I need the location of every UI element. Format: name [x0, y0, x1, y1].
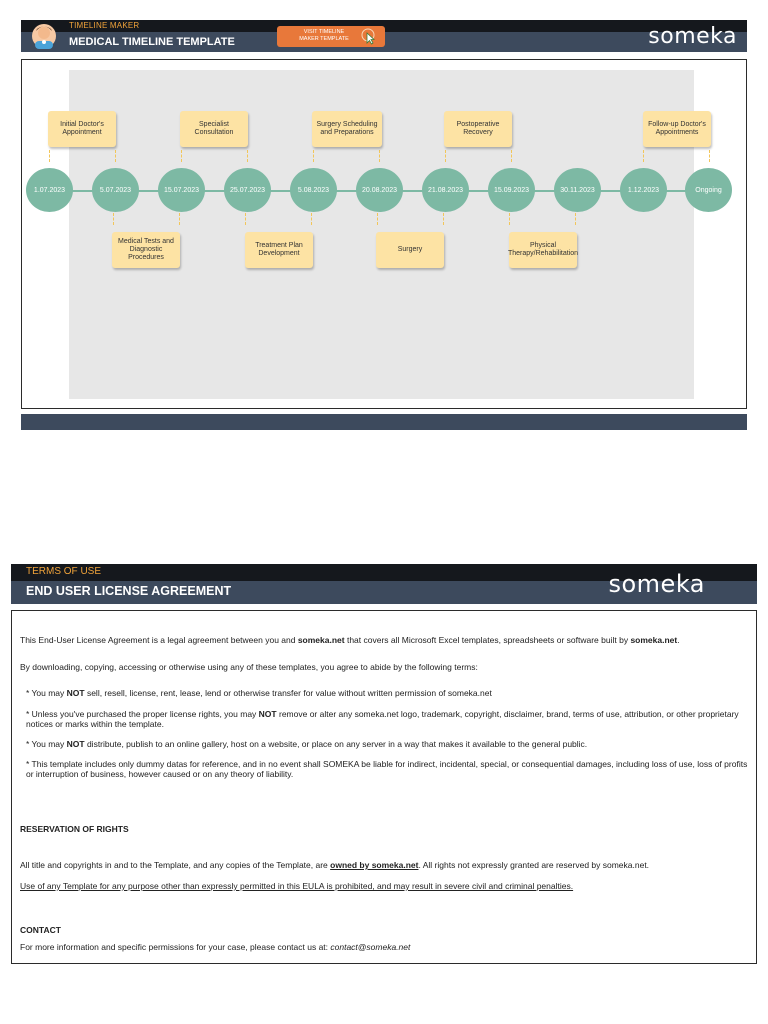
event-label-top: Surgery Scheduling and Preparations	[312, 111, 382, 147]
connector	[509, 213, 510, 225]
date-node: 15.09.2023	[488, 168, 535, 212]
text: distribute, publish to an online gallery, host on a website, or place on any server in a way that makes it available to the general public.	[84, 739, 588, 749]
date-node: Ongoing	[685, 168, 732, 212]
event-label-top: Specialist Consultation	[180, 111, 248, 147]
reservation-heading: RESERVATION OF RIGHTS	[20, 824, 129, 834]
eula-header	[11, 564, 757, 604]
timeline-title: MEDICAL TIMELINE TEMPLATE	[69, 36, 235, 48]
date-node: 5.07.2023	[92, 168, 139, 212]
text: * You may	[26, 739, 67, 749]
connector	[575, 213, 576, 225]
text: remove or alter any someka.net logo, trademark, copyright, disclaimer, brand, terms of use, attribution, or other proprietary notices or marks within the template.	[26, 709, 739, 729]
eula-body	[11, 610, 757, 964]
owned-by-link[interactable]: owned by someka.net	[330, 860, 419, 870]
contact-text	[20, 942, 748, 952]
event-label-top: Initial Doctor's Appointment	[48, 111, 116, 147]
text: sell, resell, license, rent, lease, lend or otherwise transfer for value without written permission of someka.net	[84, 688, 492, 698]
text-bold: someka.net	[630, 635, 678, 645]
date-node: 30.11.2023	[554, 168, 601, 212]
event-label-bottom: Treatment Plan Development	[245, 232, 313, 268]
contact-heading: CONTACT	[20, 925, 61, 935]
prohibited-text: Use of any Template for any purpose other than expressly permitted in this EULA is prohibited, and may result in severe civil and criminal penalties.	[20, 881, 574, 891]
eula-title: END USER LICENSE AGREEMENT	[26, 584, 232, 598]
connector	[511, 150, 512, 162]
text: * You may	[26, 688, 67, 698]
date-node: 20.08.2023	[356, 168, 403, 212]
date-node: 21.08.2023	[422, 168, 469, 212]
eula-kicker: TERMS OF USE	[26, 566, 102, 577]
text: . All rights not expressly granted are reserved by someka.net.	[418, 860, 650, 870]
text-bold: someka.net	[297, 635, 345, 645]
event-label-bottom: Medical Tests and Diagnostic Procedures	[112, 232, 180, 268]
eula-term-2	[26, 709, 748, 729]
date-node: 25.07.2023	[224, 168, 271, 212]
connector	[247, 150, 248, 162]
doctor-avatar-icon	[31, 22, 57, 50]
connector	[179, 213, 180, 225]
click-cursor-icon	[361, 28, 377, 45]
event-label-bottom: Surgery	[376, 232, 444, 268]
connector	[113, 213, 114, 225]
connector	[49, 150, 50, 162]
connector	[377, 213, 378, 225]
timeline-header	[21, 20, 747, 52]
rights-text	[20, 860, 748, 870]
connector	[709, 150, 710, 162]
text: * Unless you've purchased the proper license rights, you may	[26, 709, 259, 719]
event-label-bottom: Physical Therapy/Rehabilitation	[509, 232, 577, 268]
visit-timeline-maker-button[interactable]	[277, 26, 385, 47]
eula-term-3	[26, 739, 748, 749]
event-label-top: Follow-up Doctor's Appointments	[643, 111, 711, 147]
someka-logo: someka	[608, 570, 705, 598]
eula-term-4: * This template includes only dummy datas for reference, and in no event shall SOMEKA be liable for indirect, incidental, special, or consequential damages, including loss of use, loss of profits or interruption of business, however caused or on any theory of liability.	[26, 759, 748, 779]
text: that covers all Microsoft Excel templates, spreadsheets or software built by	[344, 635, 631, 645]
text-bold: NOT	[66, 688, 85, 698]
date-node: 15.07.2023	[158, 168, 205, 212]
timeline-kicker: TIMELINE MAKER	[69, 21, 140, 30]
connector	[311, 213, 312, 225]
someka-logo: someka	[648, 24, 737, 49]
connector	[643, 150, 644, 162]
connector	[181, 150, 182, 162]
text: This End-User License Agreement is a legal agreement between you and	[20, 635, 298, 645]
connector	[379, 150, 380, 162]
connector	[443, 213, 444, 225]
text-bold: NOT	[66, 739, 85, 749]
eula-abide: By downloading, copying, accessing or otherwise using any of these templates, you agree to abide by the following terms:	[20, 662, 478, 672]
eula-intro	[20, 635, 748, 645]
text: All title and copyrights in and to the Template, and any copies of the Template, are	[20, 860, 331, 870]
connector	[245, 213, 246, 225]
date-node: 5.08.2023	[290, 168, 337, 212]
visit-button-label: VISIT TIMELINE MAKER TEMPLATE	[299, 29, 349, 42]
date-node: 1.07.2023	[26, 168, 73, 212]
contact-email-link[interactable]: contact@someka.net	[330, 942, 411, 952]
eula-term-1	[26, 688, 748, 698]
connector	[445, 150, 446, 162]
text: For more information and specific permissions for your case, please contact us at:	[20, 942, 331, 952]
date-node: 1.12.2023	[620, 168, 667, 212]
event-label-top: Postoperative Recovery	[444, 111, 512, 147]
text-bold: NOT	[258, 709, 277, 719]
connector	[313, 150, 314, 162]
timeline-footer-bar	[21, 414, 747, 430]
connector	[115, 150, 116, 162]
timeline-canvas	[21, 59, 747, 409]
text: .	[677, 635, 680, 645]
